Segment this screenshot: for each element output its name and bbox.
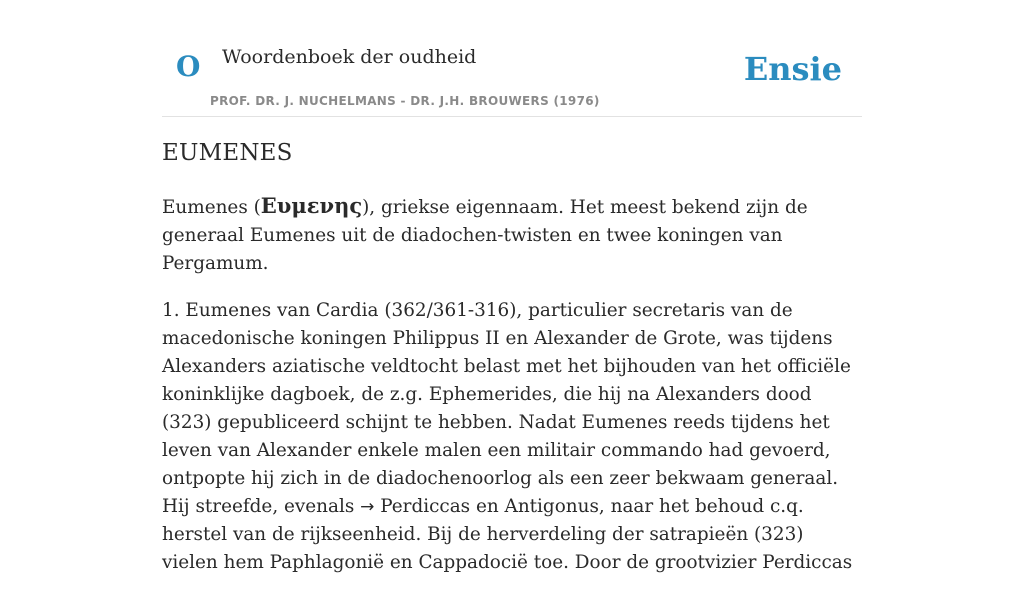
- site-header: [162, 40, 862, 117]
- intro-text-after: ), griekse eigennaam. Het meest bekend zijn de generaal Eumenes uit de diadochen-twisten en twee koningen van Pergamum.: [162, 197, 808, 274]
- letter-index-link[interactable]: O: [176, 50, 201, 83]
- section-1-text-after[interactable]: Perdiccas en Antigonus, naar het behoud c.q. herstel van de rijkseenheid. Bij de herverdeling der satrapieën (323) vielen hem Paphlagonië en Cappadocië toe. Door de grootvizier Perdiccas: [162, 496, 853, 573]
- intro-text-before: Eumenes (: [162, 197, 261, 218]
- entry-title: EUMENES: [162, 140, 293, 166]
- cross-reference-arrow-icon: →: [360, 497, 375, 517]
- entry-body: [162, 192, 862, 596]
- section-1-paragraph: [162, 297, 862, 577]
- book-title-link[interactable]: Woordenboek der oudheid: [222, 46, 477, 68]
- greek-name: Ευμενης: [260, 193, 363, 218]
- brand-logo-link[interactable]: Ensie: [743, 50, 842, 88]
- section-1-text-before: 1. Eumenes van Cardia (362/361-316), particulier secretaris van de macedonische koningen Philippus II en Alexander de Grote, was tijdens Alexanders aziatische veldtocht belast met het bijhouden van het officiële koninklijke dagboek, de z.g. Ephemerides, die hij na Alexanders dood (323) gepubliceerd schijnt te hebben. Nadat Eumenes reeds tijdens het leven van Alexander enkele malen een militair commando had gevoerd, ontpopte hij zich in de diadochenoorlog als een zeer bekwaam generaal. Hij streefde, evenals: [162, 300, 851, 517]
- book-authors: PROF. DR. J. NUCHELMANS - DR. J.H. BROUWERS (1976): [210, 94, 600, 108]
- intro-paragraph: [162, 192, 862, 278]
